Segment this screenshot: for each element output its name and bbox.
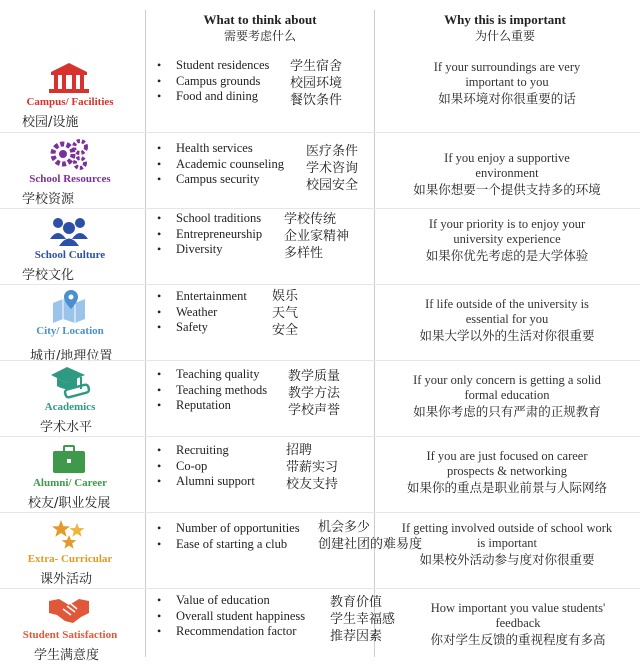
header-why (380, 12, 630, 44)
factor-list (157, 521, 319, 552)
reason-zh: 如果你考虑的只有严肃的正规教育 (413, 404, 601, 419)
list-item: • Recruiting (157, 443, 319, 459)
graduation-icon (45, 365, 93, 399)
factor-list-zh (290, 58, 342, 109)
people-icon (45, 213, 93, 247)
list-item: • Teaching methods (157, 383, 319, 399)
list-item-zh: 教育价值 (330, 595, 383, 610)
list-item: • Entertainment (157, 289, 319, 305)
list-item: • Teaching quality (157, 367, 319, 383)
list-item: • Recommendation factor (157, 624, 319, 640)
list-item-zh: 学生幸福感 (330, 612, 396, 627)
list-item: • Health services (157, 141, 319, 157)
row-campus-facilities (0, 56, 640, 132)
list-item: • Co-op (157, 459, 319, 475)
reason-en: If your priority is to enjoy your university experience (428, 217, 586, 246)
list-item: • Diversity (157, 242, 319, 258)
category-city-location (0, 285, 140, 364)
category-label-en: City/ Location (36, 325, 104, 337)
category-student-satisfaction (0, 589, 140, 665)
reason (378, 60, 636, 107)
list-item: • Alumni support (157, 474, 319, 490)
reason-zh: 如果你优先考虑的是大学体验 (425, 248, 589, 263)
category-label-en: Extra- Curricular (27, 553, 113, 565)
factor-list (157, 593, 319, 640)
reason (378, 373, 636, 420)
reason-en: How important you value students' feedback (430, 601, 606, 630)
list-item-zh: 机会多少 (318, 520, 371, 535)
reason-en: If you enjoy a supportive environment (444, 151, 570, 180)
reason (378, 217, 636, 264)
list-item: • Reputation (157, 398, 319, 414)
list-item: • Campus security (157, 172, 319, 188)
row-city-location (0, 284, 640, 364)
list-item-zh: 带薪实习 (286, 460, 339, 475)
category-academics (0, 361, 140, 437)
reason-en: If your only concern is getting a solid formal education (413, 373, 601, 402)
list-item-zh: 学校传统 (284, 212, 337, 227)
stars-icon (45, 517, 93, 551)
reason-zh: 如果大学以外的生活对你很重要 (419, 328, 595, 343)
header-why-en: Why this is important (444, 12, 566, 27)
list-item-zh: 校园环境 (290, 76, 343, 91)
list-item: • Food and dining (157, 89, 319, 105)
reason-en: If you are just focused on career prospects & networking (426, 449, 588, 478)
row-extra-curricular (0, 512, 640, 589)
handshake-icon (45, 593, 93, 627)
list-item-zh: 教学质量 (288, 369, 341, 384)
map-pin-icon (45, 289, 93, 323)
list-item-zh: 安全 (272, 323, 299, 338)
briefcase-icon (45, 441, 93, 475)
reason-en: If your surroundings are very important to you (433, 60, 581, 89)
reason (378, 449, 636, 496)
reason-en: If getting involved outside of school work is important (401, 521, 613, 550)
list-item: • Safety (157, 320, 319, 336)
reason (378, 521, 636, 568)
category-school-culture (0, 209, 140, 285)
building-icon (45, 60, 93, 94)
list-item: • Number of opportunities (157, 521, 319, 537)
list-item: • Campus grounds (157, 74, 319, 90)
row-student-satisfaction (0, 588, 640, 663)
header-why-zh: 为什么重要 (474, 29, 535, 43)
reason-zh: 如果你想要一个提供支持多的环境 (413, 182, 601, 197)
list-item-zh: 企业家精神 (284, 229, 350, 244)
list-item: • Weather (157, 305, 319, 321)
factor-list-zh (306, 143, 358, 194)
list-item-zh: 学术咨询 (306, 161, 359, 176)
reason-zh: 如果校外活动参与度对你很重要 (419, 552, 595, 567)
list-item: • Student residences (157, 58, 319, 74)
list-item-zh: 校园安全 (306, 178, 359, 193)
header-what-zh: 需要考虑什么 (223, 29, 296, 43)
factor-list-zh (330, 594, 395, 645)
list-item-zh: 天气 (272, 306, 299, 321)
reason-zh: 你对学生反馈的重视程度有多高 (430, 632, 606, 647)
category-label-zh: 课外活动 (40, 572, 93, 587)
category-label-zh: 城市/地理位置 (30, 349, 113, 364)
factor-list (157, 141, 319, 188)
list-item-zh: 校友支持 (286, 477, 339, 492)
category-label-en: School Culture (34, 249, 106, 261)
list-item-zh: 餐饮条件 (290, 93, 343, 108)
reason (400, 601, 636, 648)
factor-list-zh (272, 288, 298, 339)
category-campus-facilities (0, 56, 140, 132)
row-academics (0, 360, 640, 437)
list-item-zh: 医疗条件 (306, 144, 359, 159)
category-label-zh: 学校文化 (22, 268, 75, 283)
category-label-zh: 学生满意度 (34, 648, 100, 663)
reason-en: If life outside of the university is essential for you (425, 297, 589, 326)
list-item-zh: 推荐因素 (330, 629, 383, 644)
list-item-zh: 创建社团的难易度 (318, 537, 423, 552)
list-item: • Overall student happiness (157, 609, 319, 625)
list-item: • Academic counseling (157, 157, 319, 173)
reason (378, 151, 636, 198)
category-label-en: Campus/ Facilities (26, 96, 114, 108)
reason-zh: 如果环境对你很重要的话 (438, 91, 576, 106)
list-item: • Ease of starting a club (157, 537, 319, 553)
category-label-en: Academics (44, 401, 96, 413)
category-label-zh: 学术水平 (40, 420, 93, 435)
row-school-culture (0, 208, 640, 285)
header-what-en: What to think about (203, 12, 317, 27)
category-school-resources (0, 133, 140, 209)
factor-list-zh (288, 368, 340, 419)
list-item-zh: 教学方法 (288, 386, 341, 401)
category-alumni-career (0, 437, 140, 513)
list-item-zh: 娱乐 (272, 289, 299, 304)
list-item: • School traditions (157, 211, 319, 227)
category-label-en: Student Satisfaction (22, 629, 118, 641)
category-label-en: School Resources (29, 173, 111, 185)
list-item: • Value of education (157, 593, 319, 609)
header-what (150, 12, 370, 44)
list-item-zh: 多样性 (284, 246, 324, 261)
list-item-zh: 学生宿舍 (290, 59, 343, 74)
list-item-zh: 学校声誉 (288, 403, 341, 418)
category-label-zh: 校友/职业发展 (28, 496, 111, 511)
factor-list-zh (284, 211, 349, 262)
list-item: • Entrepreneurship (157, 227, 319, 243)
gears-icon (45, 137, 93, 171)
category-label-en: Alumni/ Career (32, 477, 108, 489)
row-school-resources (0, 132, 640, 209)
factor-list-zh (286, 442, 338, 493)
category-label-zh: 学校资源 (22, 192, 75, 207)
row-alumni-career (0, 436, 640, 513)
list-item-zh: 招聘 (286, 443, 313, 458)
reason (378, 297, 636, 344)
category-extra-curricular (0, 513, 140, 589)
category-label-zh: 校园/设施 (22, 115, 79, 130)
reason-zh: 如果你的重点是职业前景与人际网络 (406, 480, 607, 495)
